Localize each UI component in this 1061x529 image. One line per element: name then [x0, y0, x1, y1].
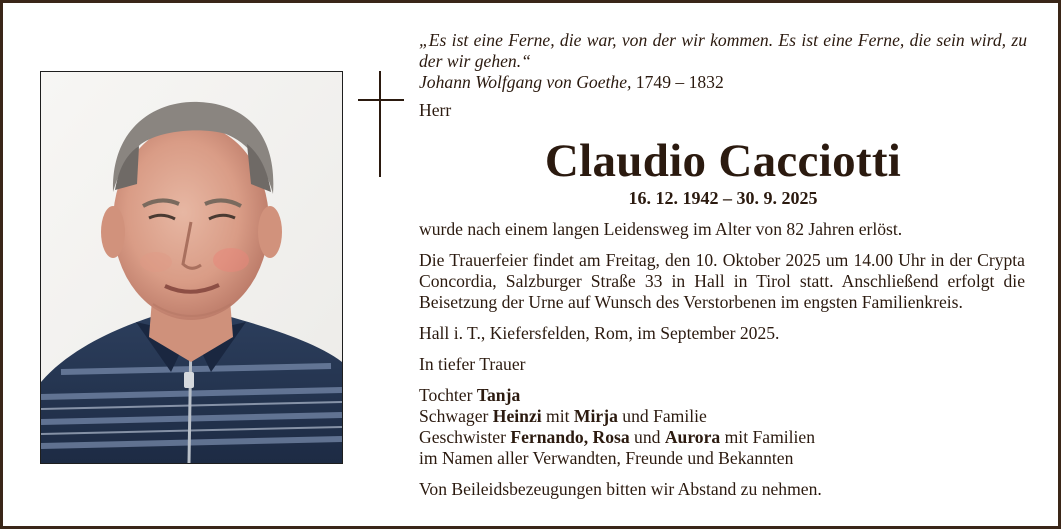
cross-symbol [358, 71, 404, 177]
quote-text: „Es ist eine Ferne, die war, von der wir kommen. Es ist eine Ferne, die sein wird, zu der wir gehen.“ [419, 30, 1027, 71]
portrait-photo [40, 71, 343, 464]
deceased-name: Claudio Cacciotti [544, 135, 902, 187]
closing-note: Von Beileidsbezeugungen bitten wir Abstand zu nehmen. [419, 479, 822, 499]
place-and-date: Hall i. T., Kiefersfelden, Rom, im September 2025. [419, 323, 780, 343]
family-brother-in-law: Schwager Heinzi mit Mirja und Familie [419, 406, 707, 426]
family-siblings: Geschwister Fernando, Rosa und Aurora mit Familien [419, 427, 816, 447]
obituary-body [419, 219, 1025, 500]
family-list [419, 385, 1025, 469]
announcement-text: wurde nach einem langen Leidensweg im Alter von 82 Jahren erlöst. [419, 219, 903, 239]
salutation: Herr [419, 100, 452, 120]
portrait-illustration [41, 72, 342, 463]
family-daughter: Tochter Tanja [419, 385, 521, 405]
quote-author: Johann Wolfgang von Goethe, [419, 72, 632, 92]
life-dates: 16. 12. 1942 – 30. 9. 2025 [628, 188, 818, 208]
family-others: im Namen aller Verwandten, Freunde und Bekannten [419, 448, 794, 468]
memorial-quote [419, 30, 1027, 93]
quote-years: 1749 – 1832 [631, 72, 724, 92]
funeral-service-text: Die Trauerfeier findet am Freitag, den 10. Oktober 2025 um 14.00 Uhr in der Crypta Concordia, Salzburger Straße 33 in Hall in Tirol statt. Anschließend erfolgt die Beisetzung der Urne auf Wunsch des Verstorbenen im engsten Familienkreis. [419, 250, 1025, 312]
mourning-line: In tiefer Trauer [419, 354, 526, 374]
